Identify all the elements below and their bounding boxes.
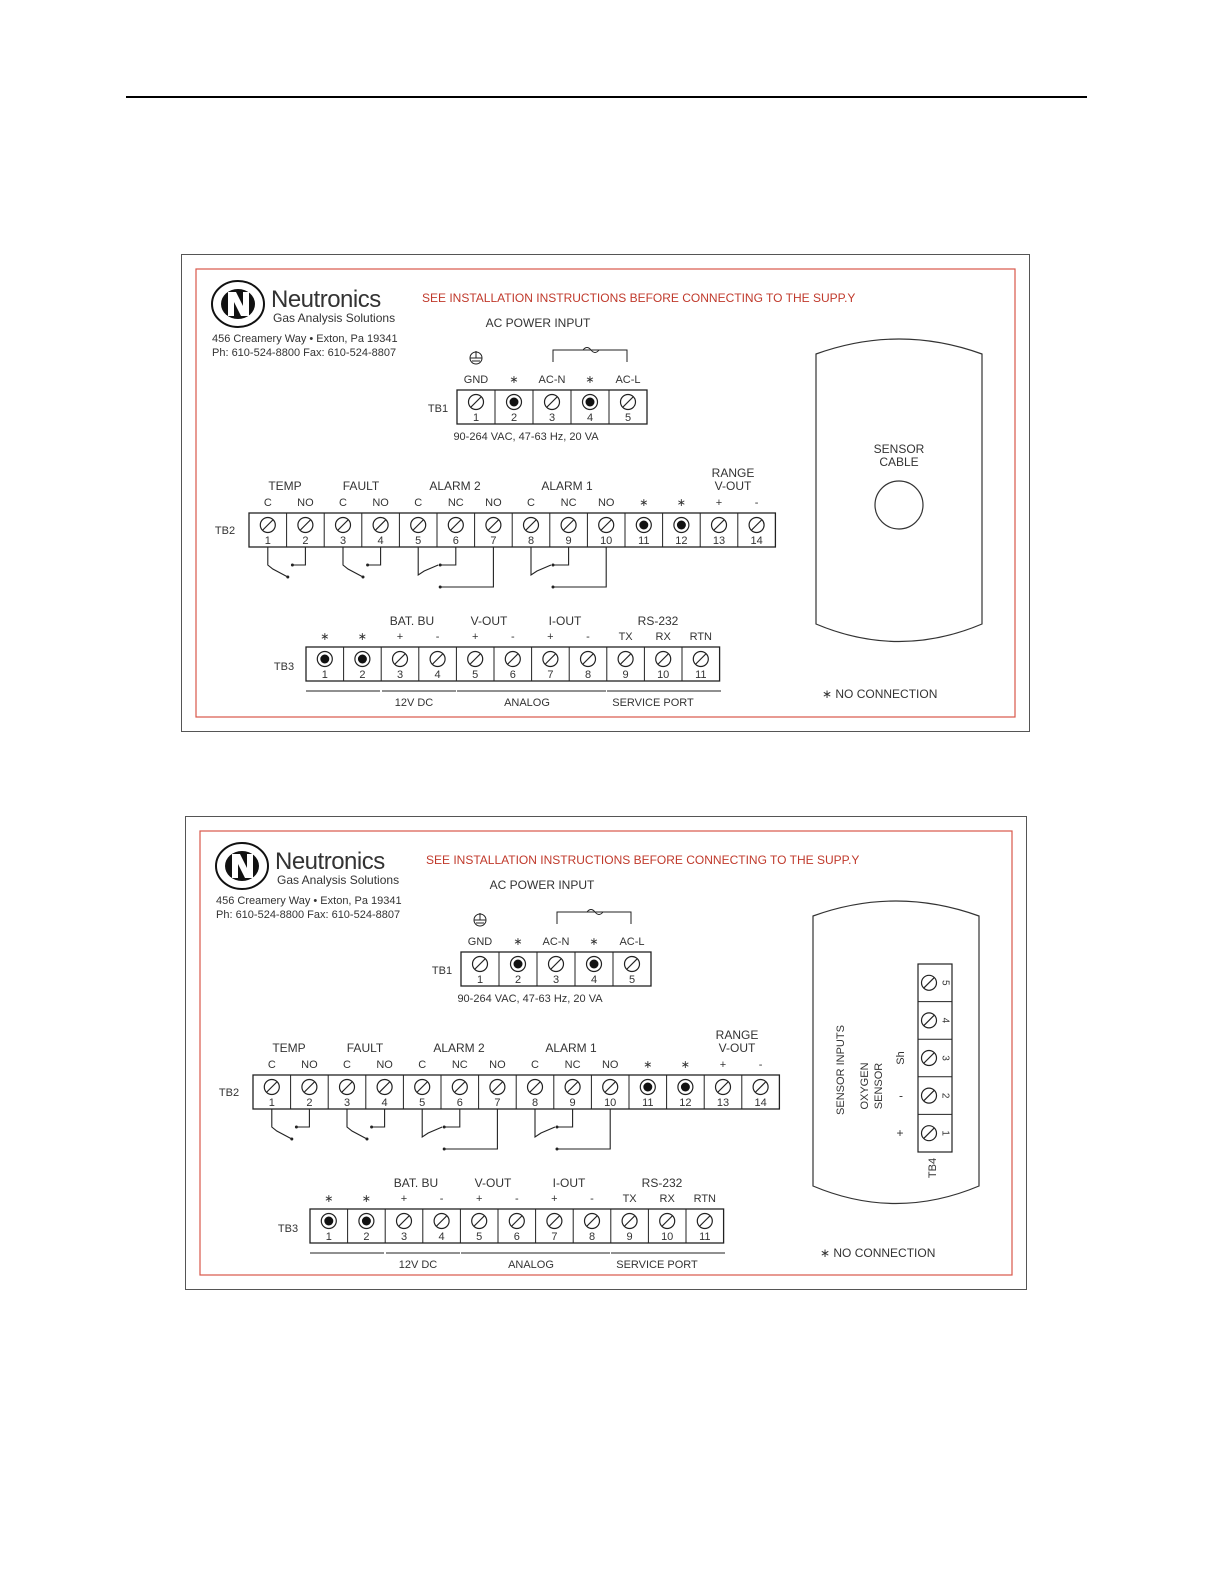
brand-tagline: Gas Analysis Solutions bbox=[277, 873, 400, 887]
tb3-group-label: I-OUT bbox=[552, 1176, 586, 1190]
terminal-label: ∗ bbox=[324, 1193, 334, 1205]
tb3-label: TB3 bbox=[273, 661, 295, 673]
terminal-number: 7 bbox=[494, 1097, 501, 1109]
terminal-label: AC-L bbox=[619, 936, 645, 948]
terminal-number: 4 bbox=[377, 535, 384, 547]
tb4-sign: - bbox=[899, 1088, 903, 1103]
tb3-section-label: ANALOG bbox=[504, 697, 550, 709]
terminal-number: 5 bbox=[415, 535, 422, 547]
terminal-label: AC-N bbox=[538, 374, 566, 386]
terminal-number: 6 bbox=[513, 1231, 520, 1243]
tb4-sign: Sh bbox=[895, 1051, 907, 1065]
terminal-number: 13 bbox=[712, 535, 726, 547]
brand-name: Neutronics bbox=[275, 848, 385, 875]
terminal-number: 3 bbox=[400, 1231, 408, 1243]
terminal-number: 8 bbox=[584, 669, 592, 681]
terminal-label: RX bbox=[655, 631, 671, 643]
terminal-number: 4 bbox=[381, 1097, 388, 1109]
installation-warning: SEE INSTALLATION INSTRUCTIONS BEFORE CONNECTING TO THE SUPP.Y bbox=[422, 291, 856, 305]
terminal-label: - bbox=[514, 1193, 519, 1205]
terminal-label: GND bbox=[463, 374, 489, 386]
terminal-number: 9 bbox=[622, 669, 629, 681]
sensor-cable-label: CABLE bbox=[879, 455, 919, 469]
terminal-number: 3 bbox=[939, 1055, 951, 1061]
terminal-label: + bbox=[715, 497, 723, 509]
terminal-label: C bbox=[414, 497, 423, 509]
terminal-number: 5 bbox=[419, 1097, 426, 1109]
terminal-number: 1 bbox=[264, 535, 271, 547]
terminal-label: C bbox=[339, 497, 347, 509]
terminal-number: 11 bbox=[638, 535, 650, 547]
tb3-group-label: BAT. BU bbox=[389, 614, 435, 628]
tb2-group-label: RANGE bbox=[715, 1028, 759, 1042]
wiring-label-panel-sensor-inputs bbox=[185, 816, 1027, 1290]
sensor-inputs-label: SENSOR INPUTS bbox=[835, 1025, 847, 1115]
terminal-label: + bbox=[719, 1059, 727, 1071]
terminal-number: 9 bbox=[569, 1097, 576, 1109]
terminal-number: 4 bbox=[939, 1017, 951, 1024]
terminal-number: 5 bbox=[628, 974, 636, 986]
tb2-group-label: FAULT bbox=[346, 1041, 384, 1055]
tb3-group-label: I-OUT bbox=[548, 614, 582, 628]
tb4-sign: + bbox=[896, 1126, 904, 1141]
terminal-number: 6 bbox=[456, 1097, 463, 1109]
terminal-label: + bbox=[475, 1193, 483, 1205]
tb2-group-label: ALARM 1 bbox=[541, 479, 593, 493]
tb2-group-label: ALARM 2 bbox=[429, 479, 481, 493]
terminal-number: 11 bbox=[695, 669, 707, 681]
terminal-number: 12 bbox=[675, 535, 688, 547]
terminal-number: 5 bbox=[939, 980, 951, 986]
tb2-group-label: RANGE bbox=[711, 466, 755, 480]
tb2-group-label: V-OUT bbox=[714, 479, 752, 493]
terminal-label: NC bbox=[564, 1059, 581, 1071]
terminal-label: C bbox=[343, 1059, 351, 1071]
terminal-label: ∗ bbox=[589, 936, 599, 948]
terminal-number: 14 bbox=[750, 535, 763, 547]
wiring-diagram bbox=[185, 816, 1027, 1290]
tb1-label: TB1 bbox=[431, 965, 453, 977]
tb2-label: TB2 bbox=[214, 525, 236, 537]
terminal-number: 10 bbox=[661, 1231, 674, 1243]
terminal-label: C bbox=[527, 497, 535, 509]
terminal-label: - bbox=[754, 497, 759, 509]
terminal-label: NO bbox=[301, 1059, 318, 1071]
terminal-number: 13 bbox=[716, 1097, 730, 1109]
terminal-label: ∗ bbox=[643, 1059, 653, 1071]
terminal-number: 3 bbox=[343, 1097, 351, 1109]
terminal-label: NC bbox=[451, 1059, 468, 1071]
terminal-label: ∗ bbox=[680, 1059, 691, 1071]
terminal-number: 1 bbox=[476, 974, 484, 986]
terminal-number: 2 bbox=[359, 669, 366, 681]
terminal-number: 7 bbox=[547, 669, 554, 681]
terminal-label: NO bbox=[297, 497, 314, 509]
terminal-number: 3 bbox=[548, 412, 556, 424]
terminal-number: 2 bbox=[939, 1092, 951, 1099]
sensor-cable-label: SENSOR bbox=[873, 442, 925, 456]
tb3-section-label: SERVICE PORT bbox=[616, 1259, 698, 1271]
terminal-number: 10 bbox=[604, 1097, 617, 1109]
terminal-label: GND bbox=[467, 936, 493, 948]
tb3-group-label: V-OUT bbox=[470, 614, 508, 628]
terminal-label: ∗ bbox=[361, 1193, 372, 1205]
company-address: 456 Creamery Way • Exton, Pa 19341 bbox=[212, 333, 398, 345]
terminal-number: 3 bbox=[339, 535, 347, 547]
terminal-number: 3 bbox=[552, 974, 560, 986]
terminal-label: NO bbox=[597, 497, 615, 509]
terminal-label: + bbox=[471, 631, 479, 643]
company-phone: Ph: 610-524-8800 Fax: 610-524-8807 bbox=[212, 347, 397, 359]
terminal-label: NO bbox=[601, 1059, 619, 1071]
terminal-number: 8 bbox=[527, 535, 535, 547]
tb3-label: TB3 bbox=[277, 1223, 299, 1235]
terminal-number: 5 bbox=[476, 1231, 483, 1243]
terminal-number: 2 bbox=[510, 412, 518, 424]
terminal-number: 3 bbox=[396, 669, 404, 681]
terminal-number: 2 bbox=[514, 974, 522, 986]
no-connection-note: ∗ NO CONNECTION bbox=[822, 687, 938, 701]
terminal-label: - bbox=[590, 1193, 594, 1205]
terminal-number: 14 bbox=[754, 1097, 767, 1109]
tb4-label: TB4 bbox=[927, 1157, 939, 1179]
terminal-label: ∗ bbox=[320, 631, 330, 643]
no-connection-note: ∗ NO CONNECTION bbox=[820, 1246, 936, 1260]
terminal-label: ∗ bbox=[357, 631, 368, 643]
tb2-group-label: ALARM 1 bbox=[545, 1041, 597, 1055]
terminal-number: 1 bbox=[472, 412, 480, 424]
terminal-number: 4 bbox=[590, 974, 598, 986]
terminal-number: 8 bbox=[588, 1231, 596, 1243]
terminal-number: 6 bbox=[509, 669, 516, 681]
terminal-number: 4 bbox=[438, 1231, 445, 1243]
brand-name: Neutronics bbox=[271, 286, 381, 313]
sensor-label: SENSOR bbox=[873, 1062, 885, 1110]
terminal-number: 1 bbox=[268, 1097, 275, 1109]
terminal-number: 6 bbox=[452, 535, 459, 547]
terminal-label: TX bbox=[618, 631, 633, 643]
terminal-label: - bbox=[439, 1193, 444, 1205]
terminal-number: 1 bbox=[321, 669, 328, 681]
terminal-label: - bbox=[510, 631, 515, 643]
terminal-number: 2 bbox=[306, 1097, 313, 1109]
tb3-group-label: RS-232 bbox=[641, 1176, 683, 1190]
page-header-rule bbox=[126, 96, 1087, 98]
terminal-number: 10 bbox=[657, 669, 670, 681]
terminal-number: 2 bbox=[363, 1231, 370, 1243]
terminal-label: NO bbox=[489, 1059, 506, 1071]
terminal-number: 1 bbox=[325, 1231, 332, 1243]
tb3-group-label: BAT. BU bbox=[393, 1176, 439, 1190]
tb3-section-label: 12V DC bbox=[394, 697, 434, 709]
tb3-section-label: 12V DC bbox=[398, 1259, 438, 1271]
tb2-group-label: TEMP bbox=[272, 1041, 306, 1055]
company-phone: Ph: 610-524-8800 Fax: 610-524-8807 bbox=[216, 909, 401, 921]
terminal-label: ∗ bbox=[513, 936, 523, 948]
terminal-number: 8 bbox=[531, 1097, 539, 1109]
wiring-diagram bbox=[181, 254, 1030, 732]
terminal-label: NO bbox=[372, 497, 389, 509]
terminal-label: NO bbox=[376, 1059, 393, 1071]
company-address: 456 Creamery Way • Exton, Pa 19341 bbox=[216, 895, 402, 907]
ac-power-title: AC POWER INPUT bbox=[485, 316, 591, 330]
tb3-section-label: ANALOG bbox=[508, 1259, 554, 1271]
terminal-label: C bbox=[263, 497, 272, 509]
terminal-label: + bbox=[551, 1193, 558, 1205]
installation-warning: SEE INSTALLATION INSTRUCTIONS BEFORE CONNECTING TO THE SUPP.Y bbox=[426, 853, 860, 867]
terminal-label: RTN bbox=[693, 1193, 717, 1205]
tb2-group-label: V-OUT bbox=[718, 1041, 756, 1055]
terminal-number: 5 bbox=[624, 412, 632, 424]
ac-power-title: AC POWER INPUT bbox=[489, 878, 595, 892]
terminal-number: 10 bbox=[600, 535, 613, 547]
terminal-label: NO bbox=[485, 497, 502, 509]
terminal-label: ∗ bbox=[585, 374, 595, 386]
terminal-label: NC bbox=[560, 497, 577, 509]
tb1-spec: 90-264 VAC, 47-63 Hz, 20 VA bbox=[453, 431, 599, 443]
terminal-label: - bbox=[758, 1059, 763, 1071]
terminal-number: 4 bbox=[586, 412, 594, 424]
tb2-label: TB2 bbox=[218, 1087, 240, 1099]
wiring-label-panel-sensor-cable bbox=[181, 254, 1030, 732]
tb3-group-label: RS-232 bbox=[637, 614, 679, 628]
terminal-label: C bbox=[531, 1059, 539, 1071]
tb2-group-label: TEMP bbox=[268, 479, 302, 493]
terminal-label: - bbox=[586, 631, 590, 643]
terminal-label: + bbox=[400, 1193, 408, 1205]
terminal-number: 5 bbox=[472, 669, 479, 681]
terminal-label: ∗ bbox=[676, 497, 687, 509]
terminal-number: 9 bbox=[565, 535, 572, 547]
tb1-spec: 90-264 VAC, 47-63 Hz, 20 VA bbox=[457, 993, 603, 1005]
terminal-label: C bbox=[267, 1059, 276, 1071]
terminal-label: NC bbox=[447, 497, 464, 509]
oxygen-label: OXYGEN bbox=[859, 1062, 871, 1110]
terminal-label: TX bbox=[622, 1193, 637, 1205]
tb2-group-label: ALARM 2 bbox=[433, 1041, 485, 1055]
terminal-number: 9 bbox=[626, 1231, 633, 1243]
terminal-number: 11 bbox=[642, 1097, 654, 1109]
terminal-label: C bbox=[418, 1059, 427, 1071]
terminal-label: ∗ bbox=[509, 374, 519, 386]
terminal-number: 11 bbox=[699, 1231, 711, 1243]
terminal-label: + bbox=[396, 631, 404, 643]
tb3-group-label: V-OUT bbox=[474, 1176, 512, 1190]
terminal-label: AC-N bbox=[542, 936, 570, 948]
tb2-group-label: FAULT bbox=[342, 479, 380, 493]
terminal-number: 4 bbox=[434, 669, 441, 681]
terminal-label: RX bbox=[659, 1193, 675, 1205]
terminal-number: 12 bbox=[679, 1097, 692, 1109]
terminal-number: 1 bbox=[939, 1130, 951, 1136]
tb1-label: TB1 bbox=[427, 403, 449, 415]
terminal-label: AC-L bbox=[615, 374, 641, 386]
terminal-label: + bbox=[547, 631, 554, 643]
terminal-label: - bbox=[435, 631, 440, 643]
terminal-number: 7 bbox=[551, 1231, 558, 1243]
terminal-number: 2 bbox=[302, 535, 309, 547]
terminal-label: RTN bbox=[689, 631, 713, 643]
terminal-label: ∗ bbox=[639, 497, 649, 509]
brand-tagline: Gas Analysis Solutions bbox=[273, 311, 396, 325]
terminal-number: 7 bbox=[490, 535, 497, 547]
tb3-section-label: SERVICE PORT bbox=[612, 697, 694, 709]
